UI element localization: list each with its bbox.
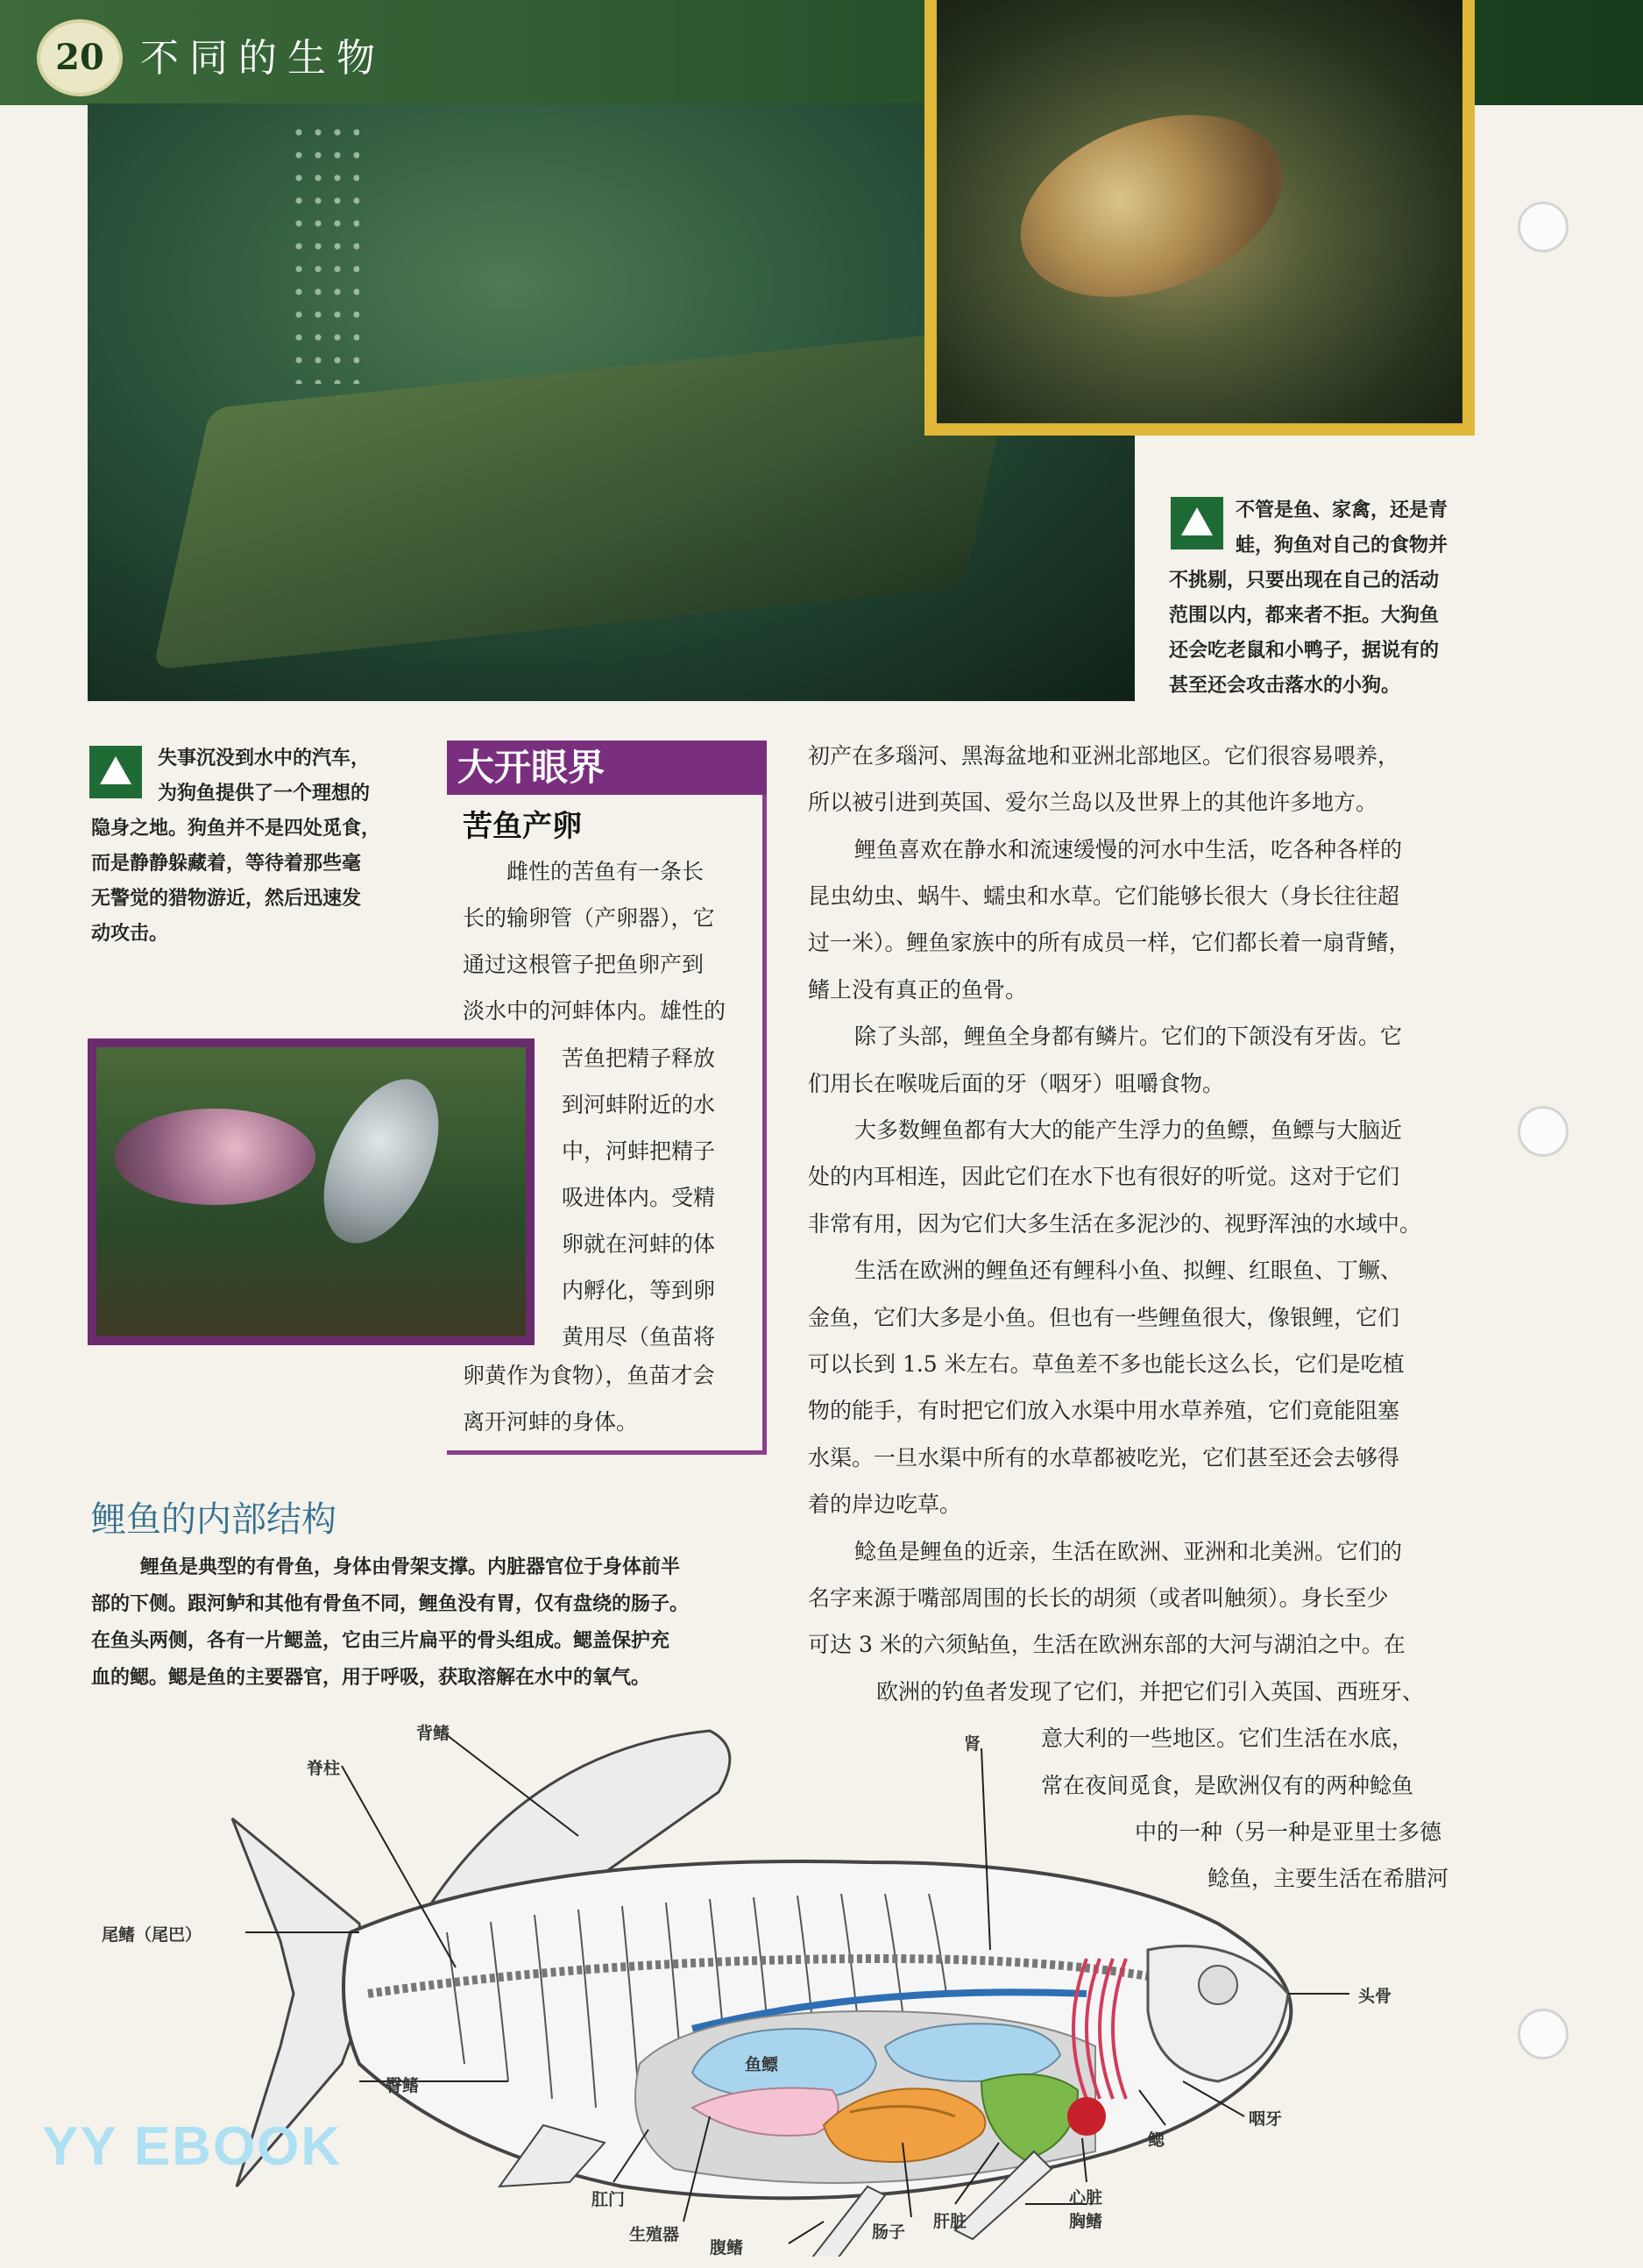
body-line: 所以被引进到英国、爱尔兰岛以及世界上的其他许多地方。 [808, 790, 1378, 815]
body-line: 们用长在喉咙后面的牙（咽牙）咀嚼食物。 [808, 1071, 1225, 1096]
photo-pike-eating-frog [924, 0, 1475, 436]
body-line: 意大利的一些地区。它们生活在水底， [1041, 1726, 1414, 1751]
label-heart: 心脏 [1069, 2188, 1103, 2208]
label-gill: 鳃 [1148, 2130, 1165, 2150]
label-pelvic-fin: 腹鳍 [710, 2238, 744, 2257]
body-line: 处的内耳相连，因此它们在水下也有很好的听觉。这对于它们 [808, 1164, 1400, 1189]
body-line: 昆虫幼虫、蜗牛、蠕虫和水草。它们能够长很大（身长往往超 [808, 883, 1400, 909]
label-anus: 肛门 [591, 2190, 626, 2209]
label-skull: 头骨 [1358, 1987, 1392, 2006]
label-gonad: 生殖器 [629, 2225, 680, 2244]
label-dorsal-fin: 背鳍 [416, 1724, 450, 1743]
label-tail-fin: 尾鳍（尾巴） [102, 1925, 202, 1945]
sidebar-text: 雌性的苦鱼有一条长 长的输卵管（产卵器），它 通过这根管子把鱼卵产到 淡水中的河蚌体内。雄性的 [463, 859, 726, 1024]
body-line: 非常有用，因为它们大多生活在多泥沙的、视野浑浊的水域中。 [808, 1211, 1422, 1237]
body-line: 初产在多瑙河、黑海盆地和亚洲北部地区。它们很容易喂养， [808, 743, 1400, 769]
label-swim-bladder: 鱼鳔 [745, 2055, 779, 2074]
label-spine: 脊柱 [307, 1759, 341, 1778]
label-pectoral-fin: 胸鳍 [1069, 2212, 1103, 2231]
sidebar-subtitle: 苦鱼产卵 [463, 809, 582, 844]
label-liver: 肝脏 [933, 2212, 967, 2231]
body-line: 鲤鱼喜欢在静水和流速缓慢的河水中生活，吃各种各样的 [854, 837, 1403, 862]
label-anal-fin: 臀鳍 [386, 2076, 420, 2095]
section-description: 鲤鱼是典型的有骨鱼，身体由骨架支撑。内脏器官位于身体前半 部的下侧。跟河鲈和其他有骨鱼不同，鲤鱼没有胃，仅有盘绕的肠子。 在鱼头两侧，各有一片鳃盖，它由三片扁平的骨头组成。鳃盖保护充 血的鳃。鳃是鱼的主要器官，用于呼吸，获取溶解在水中的氧气。 [91, 1556, 690, 1689]
sidebar-header: 大开眼界 [447, 741, 767, 795]
body-line: 中的一种（另一种是亚里士多德 [1135, 1819, 1442, 1845]
section-title: 鲤鱼的内部结构 [91, 1499, 336, 1540]
chapter-title: 不同的生物 [140, 36, 386, 81]
body-line: 可以长到 1.5 米左右。草鱼差不多也能长这么长，它们是吃植 [808, 1351, 1405, 1377]
heart-shape [1067, 2097, 1106, 2136]
swim-bladder-shape-2 [885, 2023, 1060, 2081]
page-number: 20 [37, 19, 123, 96]
caption-sunken-car: 失事沉没到水中的汽车， 为狗鱼提供了一个理想的 隐身之地。狗鱼并不是四处觅食， 而是静静躲藏着，等待着那些毫 无警觉的猎物游近，然后迅速发 动攻击。 [91, 748, 381, 945]
body-line: 可达 3 米的六须鲇鱼，生活在欧洲东部的大河与湖泊之中。在 [808, 1632, 1406, 1657]
body-line: 过一米）。鲤鱼家族中的所有成员一样，它们都长着一扇背鳍， [808, 930, 1411, 955]
label-kidney: 肾 [964, 1734, 981, 1754]
sidebar-text-end: 卵黄作为食物），鱼苗才会 离开河蚌的身体。 [463, 1363, 715, 1435]
watermark-bottom: YY EBOOK [42, 2116, 343, 2177]
body-line: 名字来源于嘴部周围的长长的胡须（或者叫触须）。身长至少 [808, 1585, 1389, 1611]
body-line: 水渠。一旦水渠中所有的水草都被吃光，它们甚至还会去够得 [808, 1445, 1400, 1471]
body-line: 金鱼，它们大多是小鱼。但也有一些鲤鱼很大，像银鲤，它们 [808, 1305, 1400, 1330]
binder-hole [1518, 2009, 1569, 2059]
body-line: 生活在欧洲的鲤鱼还有鲤科小鱼、拟鲤、红眼鱼、丁鳜、 [854, 1258, 1403, 1283]
sidebar-text-wrap: 苦鱼把精子释放 到河蚌附近的水 中，河蚌把精子 吸进体内。受精 卵就在河蚌的体 内孵化，等到卵 黄用尽（鱼苗将 [562, 1045, 716, 1350]
caption-pike: 不管是鱼、家禽，还是青 蛙，狗鱼对自己的食物并 不挑剔，只要出现在自己的活动 范围以内，都来者不拒。大狗鱼 还会吃老鼠和小鸭子，据说有的 甚至还会攻击落水的小狗。 [1169, 500, 1448, 697]
body-line: 大多数鲤鱼都有大大的能产生浮力的鱼鳔，鱼鳔与大脑近 [854, 1117, 1403, 1143]
body-line: 鲶鱼，主要生活在希腊河 [1207, 1866, 1449, 1891]
body-line: 着的岸边吃草。 [808, 1492, 962, 1517]
body-line: 鳍上没有真正的鱼骨。 [808, 977, 1028, 1003]
body-line: 鲶鱼是鲤鱼的近亲，生活在欧洲、亚洲和北美洲。它们的 [854, 1539, 1403, 1564]
binder-hole [1518, 202, 1569, 252]
body-line: 常在夜间觅食，是欧洲仅有的两种鲶鱼 [1041, 1773, 1414, 1798]
body-line: 欧洲的钓鱼者发现了它们，并把它们引入英国、西班牙、 [876, 1679, 1425, 1705]
label-intestine: 肠子 [872, 2222, 906, 2242]
label-pharyngeal-teeth: 咽牙 [1249, 2109, 1283, 2129]
body-line: 物的能手，有时把它们放入水渠中用水草养殖，它们竟能阻塞 [808, 1398, 1400, 1423]
body-line: 除了头部，鲤鱼全身都有鳞片。它们的下颌没有牙齿。它 [854, 1024, 1403, 1049]
binder-hole [1518, 1106, 1569, 1157]
